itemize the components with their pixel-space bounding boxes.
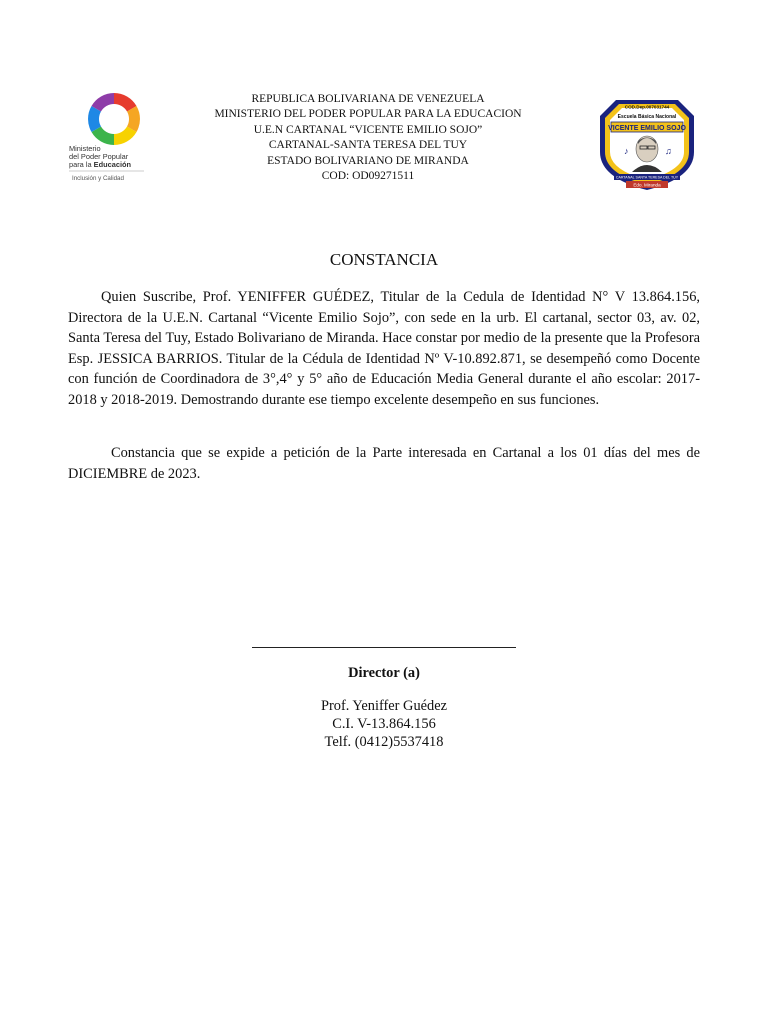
school-logo-name: VICENTE EMILIO SOJO: [608, 125, 686, 132]
signature-line: [252, 647, 516, 648]
header-line-country: REPUBLICA BOLIVARIANA DE VENEZUELA: [251, 93, 485, 105]
ministry-logo: [66, 92, 150, 188]
paragraph-issuance: Constancia que se expide a petición de la Parte interesada en Cartanal a los 01 días del mes de DICIEMBRE de 2023.: [68, 445, 700, 482]
header-line-ministry: MINISTERIO DEL PODER POPULAR PARA LA EDUCACION: [214, 108, 522, 121]
ministry-logo-icon: [66, 92, 150, 188]
logo-left-line4: Inclusión y Calidad: [72, 175, 124, 182]
school-logo: [594, 92, 700, 196]
logo-left-line3-bold: Educación: [93, 160, 132, 169]
signature-id: C.I. V-13.864.156: [332, 716, 436, 732]
signature-name: Prof. Yeniffer Guédez: [320, 698, 448, 714]
school-logo-type: Escuela Básica Nacional: [617, 114, 677, 120]
logo-left-line2: del Poder Popular: [69, 152, 129, 161]
signature-phone: Telf. (0412)5537418: [324, 734, 444, 750]
svg-text:♫: ♫: [665, 146, 672, 156]
school-shield-logo-icon: [594, 92, 700, 196]
document-header: [200, 92, 536, 184]
paragraph-certification: Quien Suscribe, Prof. YENIFFER GUÉDEZ, Titular de la Cedula de Identidad N° V 13.864.156, Directora de la U.E.N. Cartanal “Vicente Emilio Sojo”, con sede en la urb. El cartanal, sector 03, av. 02, Santa Teresa del Tuy, Estado Bolivariano de Miranda. Hace constar por medio de la presente que la Profesora Esp. JESSICA BARRIOS. Titular de la Cédula de Identidad Nº V-10.892.871, se desempeñó como Docente con función de Coordinadora de 3°,4° y 5° año de Educación Media General durante el año escolar: 2017-2018 y 2018-2019. Demostrando durante ese tiempo excelente desempeño en sus funciones.: [68, 289, 700, 408]
header-line-code: COD: OD09271511: [321, 170, 415, 183]
school-logo-ribbon: Edo. Miranda: [633, 182, 661, 188]
school-logo-location: CARTANAL SANTA TERESA DEL TUY: [615, 175, 679, 180]
school-logo-code: COD.Dep.007031744: [624, 104, 670, 110]
logo-left-line3-prefix: para la: [69, 160, 94, 169]
header-line-location: CARTANAL-SANTA TERESA DEL TUY: [268, 139, 468, 152]
header-line-school: U.E.N CARTANAL “VICENTE EMILIO SOJO”: [253, 123, 483, 136]
document-title: CONSTANCIA: [329, 250, 439, 269]
logo-left-line1: Ministerio: [69, 144, 101, 153]
svg-text:para la Educación: [69, 160, 132, 169]
svg-text:♪: ♪: [624, 146, 629, 156]
header-line-state: ESTADO BOLIVARIANO DE MIRANDA: [267, 154, 469, 167]
signature-role: Director (a): [348, 665, 420, 681]
